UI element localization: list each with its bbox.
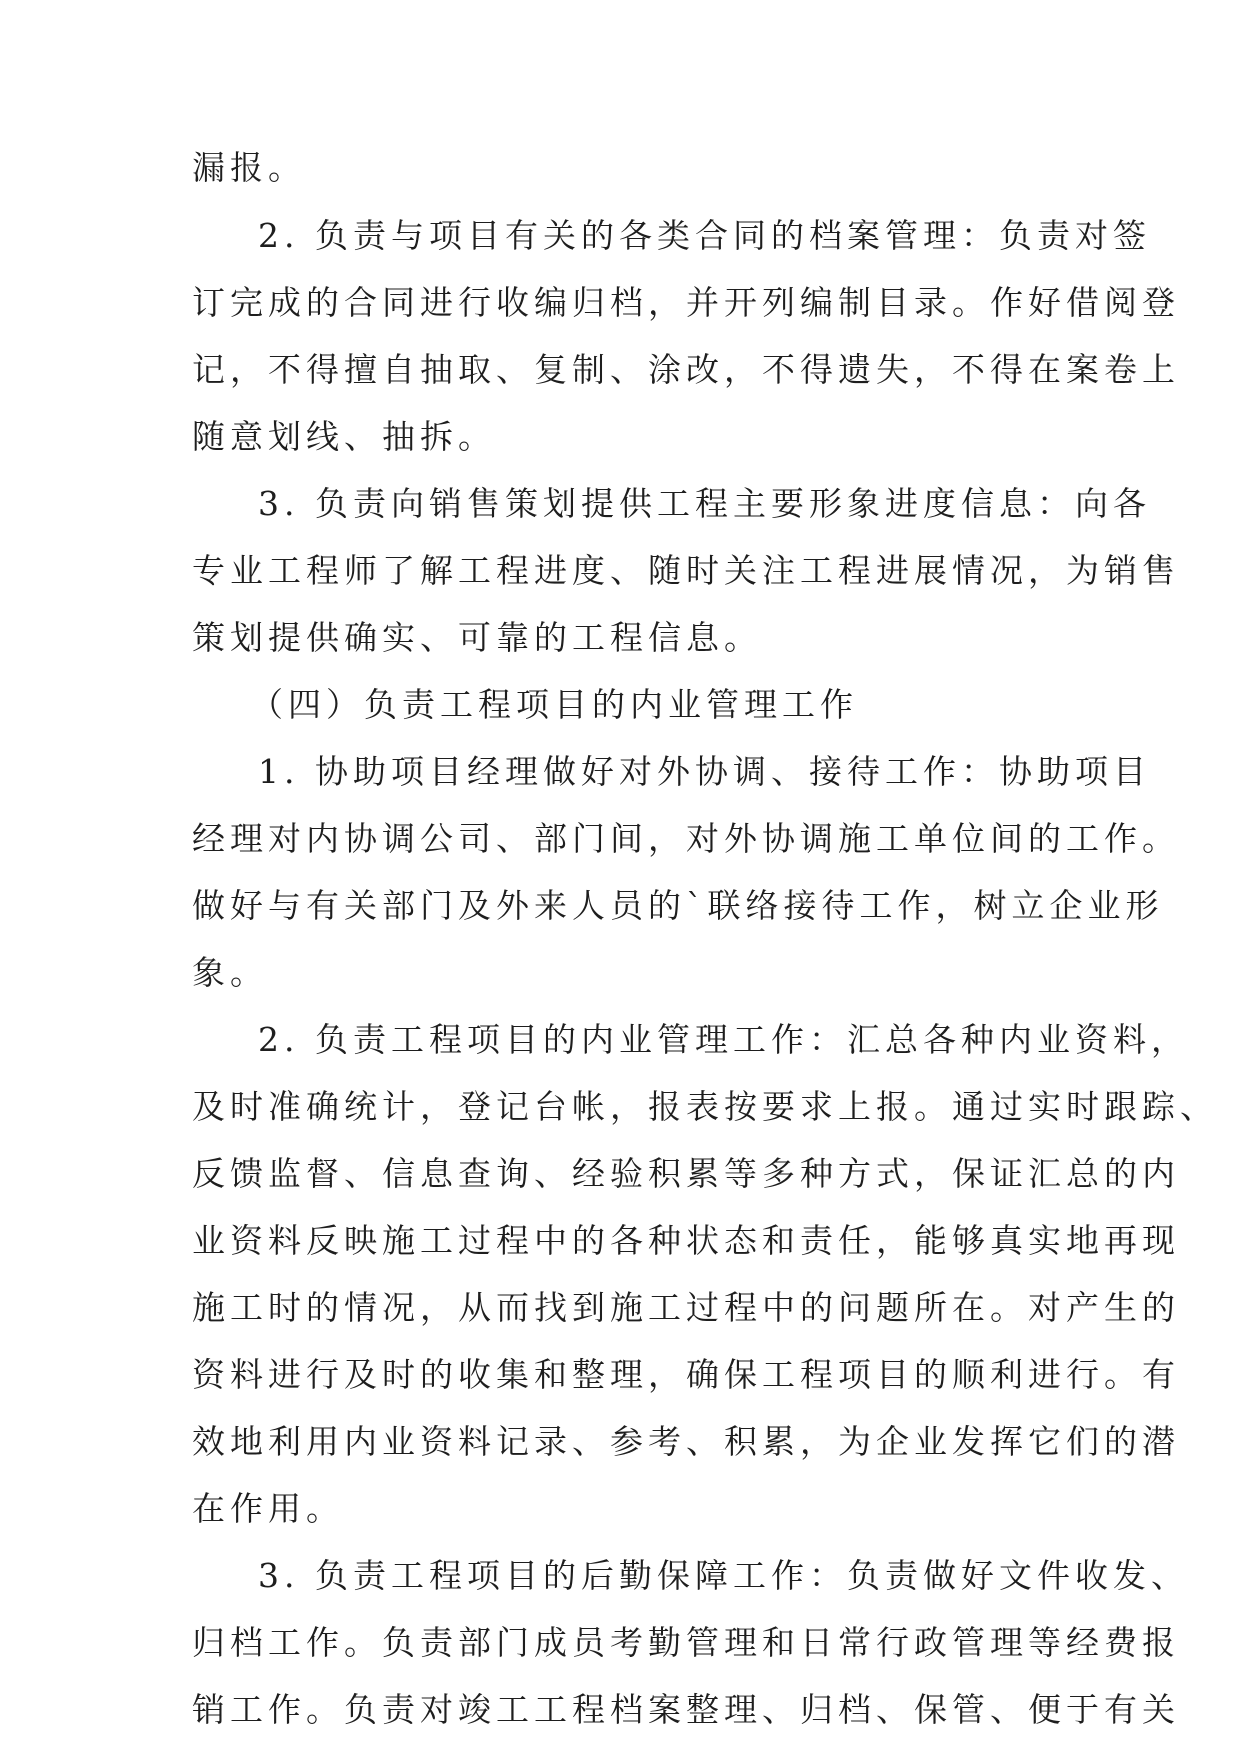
- text-line: 3. 负责工程项目的后勤保障工作：负责做好文件收发、: [258, 1556, 1189, 1595]
- text-line: 资料进行及时的收集和整理，确保工程项目的顺利进行。有: [192, 1355, 1180, 1394]
- text-line: 记，不得擅自抽取、复制、涂改，不得遗失，不得在案卷上: [192, 350, 1180, 389]
- text-line: 及时准确统计，登记台帐，报表按要求上报。通过实时跟踪、: [192, 1087, 1218, 1126]
- text-line: 象。: [192, 953, 268, 992]
- text-line: 在作用。: [192, 1489, 344, 1528]
- text-line: 效地利用内业资料记录、参考、积累，为企业发挥它们的潜: [192, 1422, 1180, 1461]
- text-line: 业资料反映施工过程中的各种状态和责任，能够真实地再现: [192, 1221, 1180, 1260]
- text-line: 随意划线、抽拆。: [192, 417, 496, 456]
- text-line: 销工作。负责对竣工工程档案整理、归档、保管、便于有关: [192, 1690, 1180, 1729]
- text-line: 1. 协助项目经理做好对外协调、接待工作：协助项目: [258, 752, 1151, 791]
- text-line: 2. 负责工程项目的内业管理工作：汇总各种内业资料，: [258, 1020, 1189, 1059]
- text-line: 施工时的情况，从而找到施工过程中的问题所在。对产生的: [192, 1288, 1180, 1327]
- text-line: 经理对内协调公司、部门间，对外协调施工单位间的工作。: [192, 819, 1180, 858]
- text-line: 3. 负责向销售策划提供工程主要形象进度信息：向各: [258, 484, 1151, 523]
- section-heading: （四）负责工程项目的内业管理工作: [250, 685, 858, 724]
- text-line: 漏报。: [192, 148, 306, 187]
- text-line: 2. 负责与项目有关的各类合同的档案管理：负责对签: [258, 216, 1151, 255]
- text-line: 订完成的合同进行收编归档，并开列编制目录。作好借阅登: [192, 283, 1180, 322]
- text-line: 策划提供确实、可靠的工程信息。: [192, 618, 762, 657]
- text-line: 反馈监督、信息查询、经验积累等多种方式，保证汇总的内: [192, 1154, 1180, 1193]
- text-line: 归档工作。负责部门成员考勤管理和日常行政管理等经费报: [192, 1623, 1180, 1662]
- text-line: 专业工程师了解工程进度、随时关注工程进展情况，为销售: [192, 551, 1180, 590]
- text-line: 做好与有关部门及外来人员的`联络接待工作，树立企业形: [192, 886, 1164, 925]
